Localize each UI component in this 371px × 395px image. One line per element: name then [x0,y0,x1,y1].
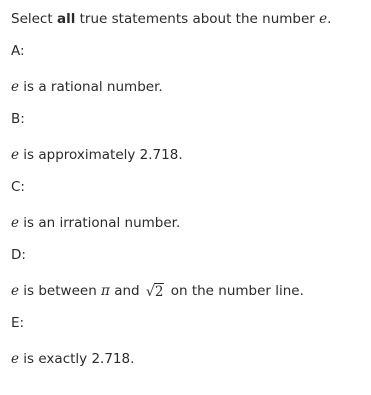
option-a-statement [11,78,360,96]
question-prompt [11,10,360,28]
option-b-text: is approximately 2.718. [19,147,183,163]
option-d-statement [11,282,360,300]
square-root-radicand: 2 [154,284,164,300]
option-a-letter: A: [11,43,25,59]
option-c-variable: e [11,215,19,231]
prompt-middle: true statements about the number [75,11,320,27]
pi-symbol: π [101,283,110,299]
option-b-letter: B: [11,111,25,127]
option-d-letter: D: [11,247,26,263]
option-d-text-after: on the number line. [166,283,304,299]
option-a-variable: e [11,79,19,95]
option-d[interactable] [11,246,360,300]
option-c[interactable] [11,178,360,232]
option-c-text: is an irrational number. [19,215,181,231]
prompt-suffix: . [327,11,332,27]
prompt-variable: e [319,11,328,27]
option-b[interactable] [11,110,360,164]
option-d-variable: e [11,283,19,299]
option-b-statement [11,146,360,164]
square-root-expression [146,282,165,300]
option-d-text-before: is between [19,283,102,299]
prompt-prefix: Select [11,11,57,27]
option-c-letter: C: [11,179,25,195]
option-e-statement [11,350,360,368]
square-root-icon: √ [145,284,155,300]
option-c-statement [11,214,360,232]
option-a[interactable] [11,42,360,96]
option-a-text: is a rational number. [19,79,163,95]
option-b-variable: e [11,147,19,163]
option-e[interactable] [11,314,360,368]
prompt-emphasis: all [56,11,76,27]
option-e-text: is exactly 2.718. [19,351,135,367]
option-e-variable: e [11,351,19,367]
option-d-and: and [109,283,144,299]
option-e-letter: E: [11,315,25,331]
